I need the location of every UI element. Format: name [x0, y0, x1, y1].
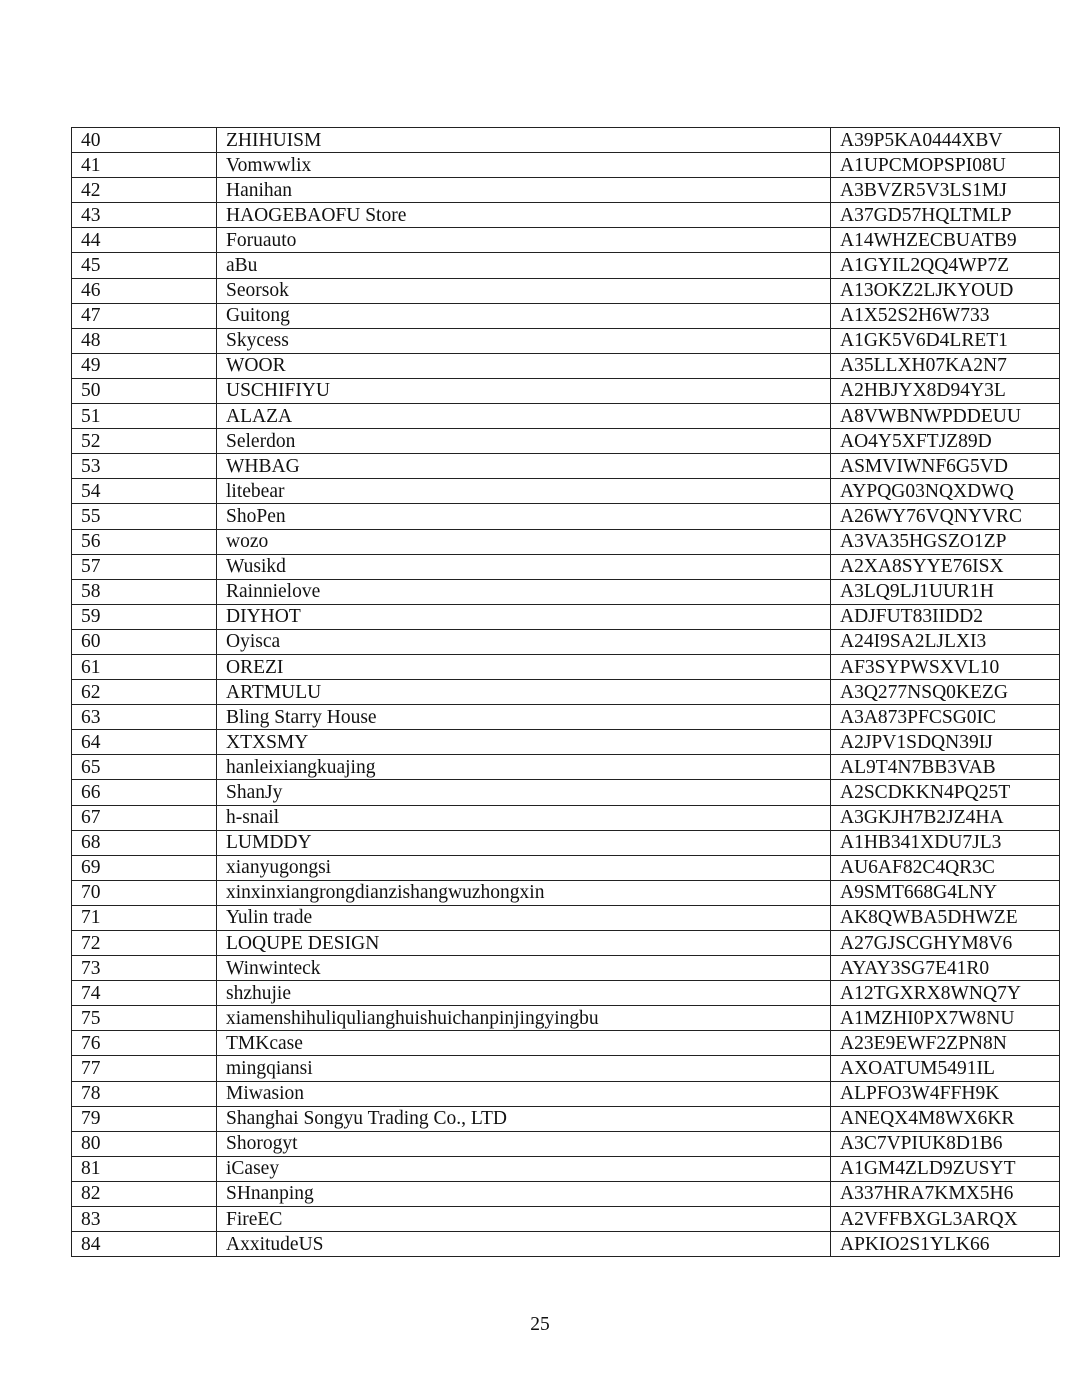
- seller-id-cell: A27GJSCGHYM8V6: [831, 931, 1060, 956]
- seller-name-cell: HAOGEBAOFU Store: [217, 203, 831, 228]
- seller-name-cell: shzhujie: [217, 981, 831, 1006]
- seller-id-cell: A39P5KA0444XBV: [831, 128, 1060, 153]
- seller-name-cell: Seorsok: [217, 278, 831, 303]
- seller-id-cell: A2XA8SYYE76ISX: [831, 554, 1060, 579]
- table-row: [72, 629, 1060, 654]
- seller-name-cell: xinxinxiangrongdianzishangwuzhongxin: [217, 880, 831, 905]
- row-number-cell: 82: [72, 1181, 217, 1206]
- seller-name-cell: hanleixiangkuajing: [217, 755, 831, 780]
- row-number-cell: 52: [72, 429, 217, 454]
- seller-id-cell: AXOATUM5491IL: [831, 1056, 1060, 1081]
- table-row: [72, 529, 1060, 554]
- table-row: [72, 855, 1060, 880]
- row-number-cell: 73: [72, 956, 217, 981]
- table-row: [72, 1131, 1060, 1156]
- seller-id-cell: APKIO2S1YLK66: [831, 1232, 1060, 1257]
- seller-id-cell: A12TGXRX8WNQ7Y: [831, 981, 1060, 1006]
- seller-id-cell: A13OKZ2LJKYOUD: [831, 278, 1060, 303]
- seller-name-cell: Bling Starry House: [217, 705, 831, 730]
- seller-name-cell: ALAZA: [217, 404, 831, 429]
- seller-name-cell: TMKcase: [217, 1031, 831, 1056]
- seller-id-cell: ADJFUT83IIDD2: [831, 604, 1060, 629]
- seller-name-cell: Wusikd: [217, 554, 831, 579]
- seller-id-cell: A2JPV1SDQN39IJ: [831, 730, 1060, 755]
- table-row: [72, 1207, 1060, 1232]
- seller-name-cell: Skycess: [217, 328, 831, 353]
- seller-id-cell: A1MZHI0PX7W8NU: [831, 1006, 1060, 1031]
- row-number-cell: 53: [72, 454, 217, 479]
- row-number-cell: 60: [72, 629, 217, 654]
- seller-id-cell: A1GK5V6D4LRET1: [831, 328, 1060, 353]
- table-row: [72, 604, 1060, 629]
- row-number-cell: 49: [72, 353, 217, 378]
- row-number-cell: 66: [72, 780, 217, 805]
- row-number-cell: 56: [72, 529, 217, 554]
- row-number-cell: 70: [72, 880, 217, 905]
- seller-id-cell: A1GYIL2QQ4WP7Z: [831, 253, 1060, 278]
- seller-id-cell: A8VWBNWPDDEUU: [831, 404, 1060, 429]
- seller-id-cell: A1GM4ZLD9ZUSYT: [831, 1156, 1060, 1181]
- seller-name-cell: Shanghai Songyu Trading Co., LTD: [217, 1106, 831, 1131]
- row-number-cell: 79: [72, 1106, 217, 1131]
- seller-id-cell: ANEQX4M8WX6KR: [831, 1106, 1060, 1131]
- seller-name-cell: mingqiansi: [217, 1056, 831, 1081]
- seller-name-cell: Foruauto: [217, 228, 831, 253]
- seller-id-cell: A337HRA7KMX5H6: [831, 1181, 1060, 1206]
- seller-name-cell: LUMDDY: [217, 830, 831, 855]
- seller-id-cell: A23E9EWF2ZPN8N: [831, 1031, 1060, 1056]
- seller-name-cell: Vomwwlix: [217, 153, 831, 178]
- row-number-cell: 76: [72, 1031, 217, 1056]
- seller-name-cell: iCasey: [217, 1156, 831, 1181]
- seller-name-cell: Guitong: [217, 303, 831, 328]
- seller-name-cell: ARTMULU: [217, 680, 831, 705]
- row-number-cell: 44: [72, 228, 217, 253]
- table-row: [72, 1232, 1060, 1257]
- seller-name-cell: DIYHOT: [217, 604, 831, 629]
- seller-id-cell: A1X52S2H6W733: [831, 303, 1060, 328]
- seller-id-cell: A26WY76VQNYVRC: [831, 504, 1060, 529]
- row-number-cell: 55: [72, 504, 217, 529]
- table-row: [72, 680, 1060, 705]
- table-row: [72, 579, 1060, 604]
- row-number-cell: 46: [72, 278, 217, 303]
- row-number-cell: 71: [72, 905, 217, 930]
- seller-name-cell: ShoPen: [217, 504, 831, 529]
- row-number-cell: 48: [72, 328, 217, 353]
- seller-id-cell: AL9T4N7BB3VAB: [831, 755, 1060, 780]
- seller-name-cell: XTXSMY: [217, 730, 831, 755]
- table-row: [72, 1031, 1060, 1056]
- seller-name-cell: h-snail: [217, 805, 831, 830]
- seller-name-cell: wozo: [217, 529, 831, 554]
- seller-name-cell: Yulin trade: [217, 905, 831, 930]
- table-row: [72, 203, 1060, 228]
- seller-name-cell: Hanihan: [217, 178, 831, 203]
- seller-id-cell: ASMVIWNF6G5VD: [831, 454, 1060, 479]
- table-row: [72, 981, 1060, 1006]
- row-number-cell: 58: [72, 579, 217, 604]
- seller-name-cell: OREZI: [217, 654, 831, 679]
- table-row: [72, 328, 1060, 353]
- table-row: [72, 128, 1060, 153]
- row-number-cell: 40: [72, 128, 217, 153]
- row-number-cell: 62: [72, 680, 217, 705]
- table-row: [72, 1181, 1060, 1206]
- seller-id-cell: AU6AF82C4QR3C: [831, 855, 1060, 880]
- seller-id-cell: A3A873PFCSG0IC: [831, 705, 1060, 730]
- row-number-cell: 67: [72, 805, 217, 830]
- row-number-cell: 64: [72, 730, 217, 755]
- seller-id-cell: A37GD57HQLTMLP: [831, 203, 1060, 228]
- seller-id-cell: A3LQ9LJ1UUR1H: [831, 579, 1060, 604]
- row-number-cell: 69: [72, 855, 217, 880]
- row-number-cell: 77: [72, 1056, 217, 1081]
- table-row: [72, 1056, 1060, 1081]
- seller-id-cell: A2SCDKKN4PQ25T: [831, 780, 1060, 805]
- row-number-cell: 84: [72, 1232, 217, 1257]
- seller-name-cell: litebear: [217, 479, 831, 504]
- table-row: [72, 454, 1060, 479]
- row-number-cell: 65: [72, 755, 217, 780]
- table-row: [72, 905, 1060, 930]
- table-row: [72, 479, 1060, 504]
- table-row: [72, 755, 1060, 780]
- seller-id-cell: A9SMT668G4LNY: [831, 880, 1060, 905]
- seller-id-cell: A3VA35HGSZO1ZP: [831, 529, 1060, 554]
- seller-id-cell: A3C7VPIUK8D1B6: [831, 1131, 1060, 1156]
- table-row: [72, 705, 1060, 730]
- seller-id-cell: ALPFO3W4FFH9K: [831, 1081, 1060, 1106]
- row-number-cell: 59: [72, 604, 217, 629]
- seller-name-cell: AxxitudeUS: [217, 1232, 831, 1257]
- row-number-cell: 41: [72, 153, 217, 178]
- table-row: [72, 730, 1060, 755]
- seller-id-cell: A14WHZECBUATB9: [831, 228, 1060, 253]
- seller-name-cell: FireEC: [217, 1207, 831, 1232]
- table-row: [72, 429, 1060, 454]
- seller-id-cell: A35LLXH07KA2N7: [831, 353, 1060, 378]
- row-number-cell: 54: [72, 479, 217, 504]
- seller-id-cell: A3Q277NSQ0KEZG: [831, 680, 1060, 705]
- table-row: [72, 654, 1060, 679]
- seller-id-cell: AYPQG03NQXDWQ: [831, 479, 1060, 504]
- table-row: [72, 378, 1060, 403]
- seller-name-cell: WHBAG: [217, 454, 831, 479]
- seller-name-cell: SHnanping: [217, 1181, 831, 1206]
- table-row: [72, 780, 1060, 805]
- seller-name-cell: ZHIHUISM: [217, 128, 831, 153]
- seller-name-cell: USCHIFIYU: [217, 378, 831, 403]
- table-row: [72, 504, 1060, 529]
- row-number-cell: 57: [72, 554, 217, 579]
- seller-table-body: [72, 128, 1060, 1257]
- seller-name-cell: Shorogyt: [217, 1131, 831, 1156]
- row-number-cell: 74: [72, 981, 217, 1006]
- seller-name-cell: aBu: [217, 253, 831, 278]
- seller-name-cell: Oyisca: [217, 629, 831, 654]
- table-row: [72, 830, 1060, 855]
- seller-name-cell: ShanJy: [217, 780, 831, 805]
- table-row: [72, 153, 1060, 178]
- table-row: [72, 228, 1060, 253]
- seller-id-cell: AYAY3SG7E41R0: [831, 956, 1060, 981]
- seller-id-cell: A1HB341XDU7JL3: [831, 830, 1060, 855]
- row-number-cell: 51: [72, 404, 217, 429]
- row-number-cell: 83: [72, 1207, 217, 1232]
- seller-name-cell: Selerdon: [217, 429, 831, 454]
- row-number-cell: 78: [72, 1081, 217, 1106]
- page-number: 25: [530, 1314, 550, 1335]
- table-row: [72, 956, 1060, 981]
- row-number-cell: 63: [72, 705, 217, 730]
- seller-name-cell: Rainnielove: [217, 579, 831, 604]
- table-row: [72, 554, 1060, 579]
- seller-id-cell: A24I9SA2LJLXI3: [831, 629, 1060, 654]
- table-row: [72, 931, 1060, 956]
- seller-id-cell: AO4Y5XFTJZ89D: [831, 429, 1060, 454]
- seller-name-cell: Winwinteck: [217, 956, 831, 981]
- row-number-cell: 45: [72, 253, 217, 278]
- seller-name-cell: Miwasion: [217, 1081, 831, 1106]
- seller-name-cell: LOQUPE DESIGN: [217, 931, 831, 956]
- table-row: [72, 278, 1060, 303]
- seller-id-cell: A2VFFBXGL3ARQX: [831, 1207, 1060, 1232]
- seller-id-cell: A3BVZR5V3LS1MJ: [831, 178, 1060, 203]
- table-row: [72, 1081, 1060, 1106]
- row-number-cell: 68: [72, 830, 217, 855]
- row-number-cell: 50: [72, 378, 217, 403]
- seller-name-cell: WOOR: [217, 353, 831, 378]
- table-row: [72, 353, 1060, 378]
- row-number-cell: 61: [72, 654, 217, 679]
- table-row: [72, 178, 1060, 203]
- row-number-cell: 43: [72, 203, 217, 228]
- table-row: [72, 1106, 1060, 1131]
- seller-id-cell: AK8QWBA5DHWZE: [831, 905, 1060, 930]
- row-number-cell: 80: [72, 1131, 217, 1156]
- row-number-cell: 42: [72, 178, 217, 203]
- seller-table: [71, 127, 1060, 1257]
- table-row: [72, 404, 1060, 429]
- seller-id-cell: A2HBJYX8D94Y3L: [831, 378, 1060, 403]
- table-row: [72, 253, 1060, 278]
- seller-id-cell: A1UPCMOPSPI08U: [831, 153, 1060, 178]
- table-row: [72, 303, 1060, 328]
- seller-id-cell: AF3SYPWSXVL10: [831, 654, 1060, 679]
- table-row: [72, 1006, 1060, 1031]
- row-number-cell: 81: [72, 1156, 217, 1181]
- row-number-cell: 75: [72, 1006, 217, 1031]
- seller-name-cell: xianyugongsi: [217, 855, 831, 880]
- table-row: [72, 805, 1060, 830]
- seller-name-cell: xiamenshihuliqulianghuishuichanpinjingyingbu: [217, 1006, 831, 1031]
- table-row: [72, 880, 1060, 905]
- row-number-cell: 72: [72, 931, 217, 956]
- table-row: [72, 1156, 1060, 1181]
- row-number-cell: 47: [72, 303, 217, 328]
- seller-id-cell: A3GKJH7B2JZ4HA: [831, 805, 1060, 830]
